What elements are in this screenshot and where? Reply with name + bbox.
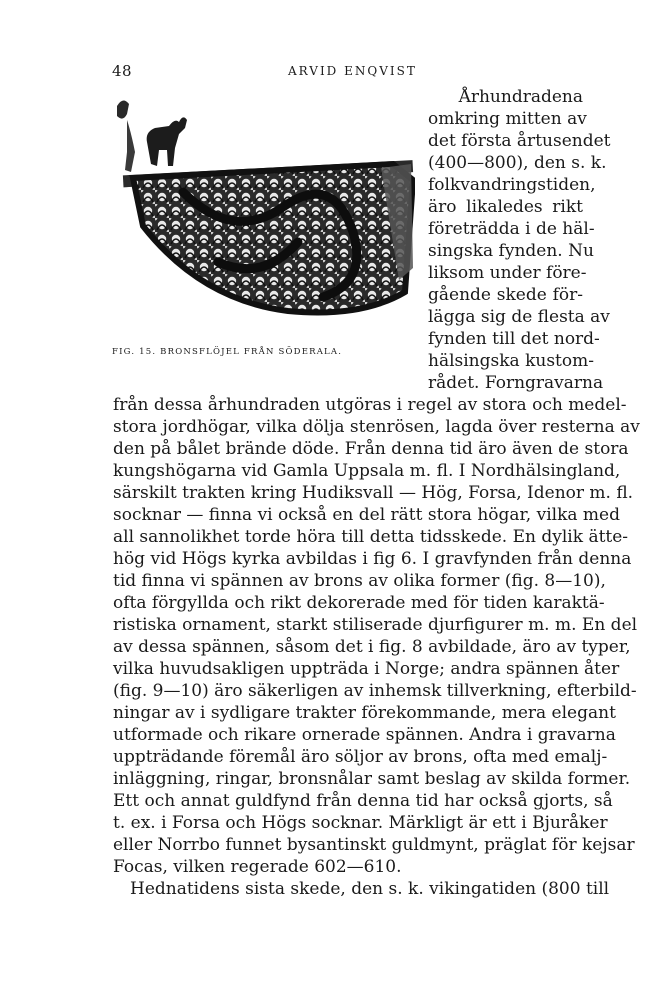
text-line: Ett och annat guldfynd från denna tid har också gjorts, så — [113, 791, 613, 811]
text-line: vilka huvudsakligen uppträda i Norge; andra spännen åter — [113, 659, 620, 679]
text-line: gående skede för- — [428, 285, 583, 305]
text-line: det första årtusendet — [428, 131, 611, 151]
text-line: ningar av i sydligare trakter förekommande, mera elegant — [113, 703, 616, 723]
text-line: fynden till det nord- — [428, 329, 600, 349]
text-line: äro likaledes rikt — [428, 197, 583, 217]
text-line: hög vid Högs kyrka avbildas i fig 6. I gravfynden från denna — [113, 549, 632, 569]
text-line: tid finna vi spännen av brons av olika former (fig. 8—10), — [113, 571, 606, 591]
text-line: uppträdande föremål äro söljor av brons, ofta med emalj- — [113, 747, 608, 767]
text-line: av dessa spännen, såsom det i fig. 8 avbildade, äro av typer, — [113, 637, 631, 657]
text-line: all sannolikhet torde höra till detta tidsskede. En dylik ätte- — [113, 527, 629, 547]
text-line: omkring mitten av — [428, 109, 587, 129]
text-line: folkvandringstiden, — [428, 175, 596, 195]
figure-caption: FIG. 15. BRONSFLÖJEL FRÅN SÖDERALA. — [112, 347, 343, 357]
text-line: den på bålet brände döde. Från denna tid äro även de stora — [113, 439, 629, 459]
text-line: liksom under före- — [428, 263, 587, 283]
text-line: kungshögarna vid Gamla Uppsala m. fl. I Nordhälsingland, — [113, 461, 621, 481]
text-line: utformade och rikare ornerade spännen. Andra i gravarna — [113, 725, 616, 745]
text-line: lägga sig de flesta av — [428, 307, 610, 327]
text-line: från dessa århundraden utgöras i regel av stora och medel- — [113, 395, 627, 415]
text-line: rådet. Forngravarna — [428, 373, 604, 393]
text-line: Århundradena — [458, 87, 583, 107]
text-line: Focas, vilken regerade 602—610. — [113, 857, 402, 877]
text-line: ofta förgyllda och rikt dekorerade med för tiden karaktä- — [113, 593, 605, 613]
text-line: företrädda i de häl- — [428, 219, 595, 239]
text-line: Hednatidens sista skede, den s. k. vikingatiden (800 till — [130, 879, 610, 899]
text-line: ristiska ornament, starkt stiliserade djurfigurer m. m. En del — [113, 615, 638, 635]
animal-finial — [117, 100, 187, 172]
text-line: socknar — finna vi också en del rätt stora högar, vilka med — [113, 505, 620, 525]
bronze-vane-figure — [113, 92, 415, 338]
text-line: stora jordhögar, vilka dölja stenrösen, lagda över resterna av — [113, 417, 640, 437]
text-line: (400—800), den s. k. — [428, 153, 607, 173]
text-line: särskilt trakten kring Hudiksvall — Hög, Forsa, Idenor m. fl. — [113, 483, 634, 503]
text-line: t. ex. i Forsa och Högs socknar. Märkligt är ett i Bjuråker — [113, 813, 608, 833]
text-line: eller Norrbo funnet bysantinskt guldmynt, präglat för kejsar — [113, 835, 635, 855]
text-line: singska fynden. Nu — [428, 241, 594, 261]
text-line: inläggning, ringar, bronsnålar samt beslag av skilda former. — [113, 769, 631, 789]
text-line: (fig. 9—10) äro säkerligen av inhemsk tillverkning, efterbild- — [113, 681, 637, 701]
page-number: 48 — [112, 62, 133, 80]
text-line: hälsingska kustom- — [428, 351, 594, 371]
running-head: ARVID ENQVIST — [288, 64, 417, 78]
